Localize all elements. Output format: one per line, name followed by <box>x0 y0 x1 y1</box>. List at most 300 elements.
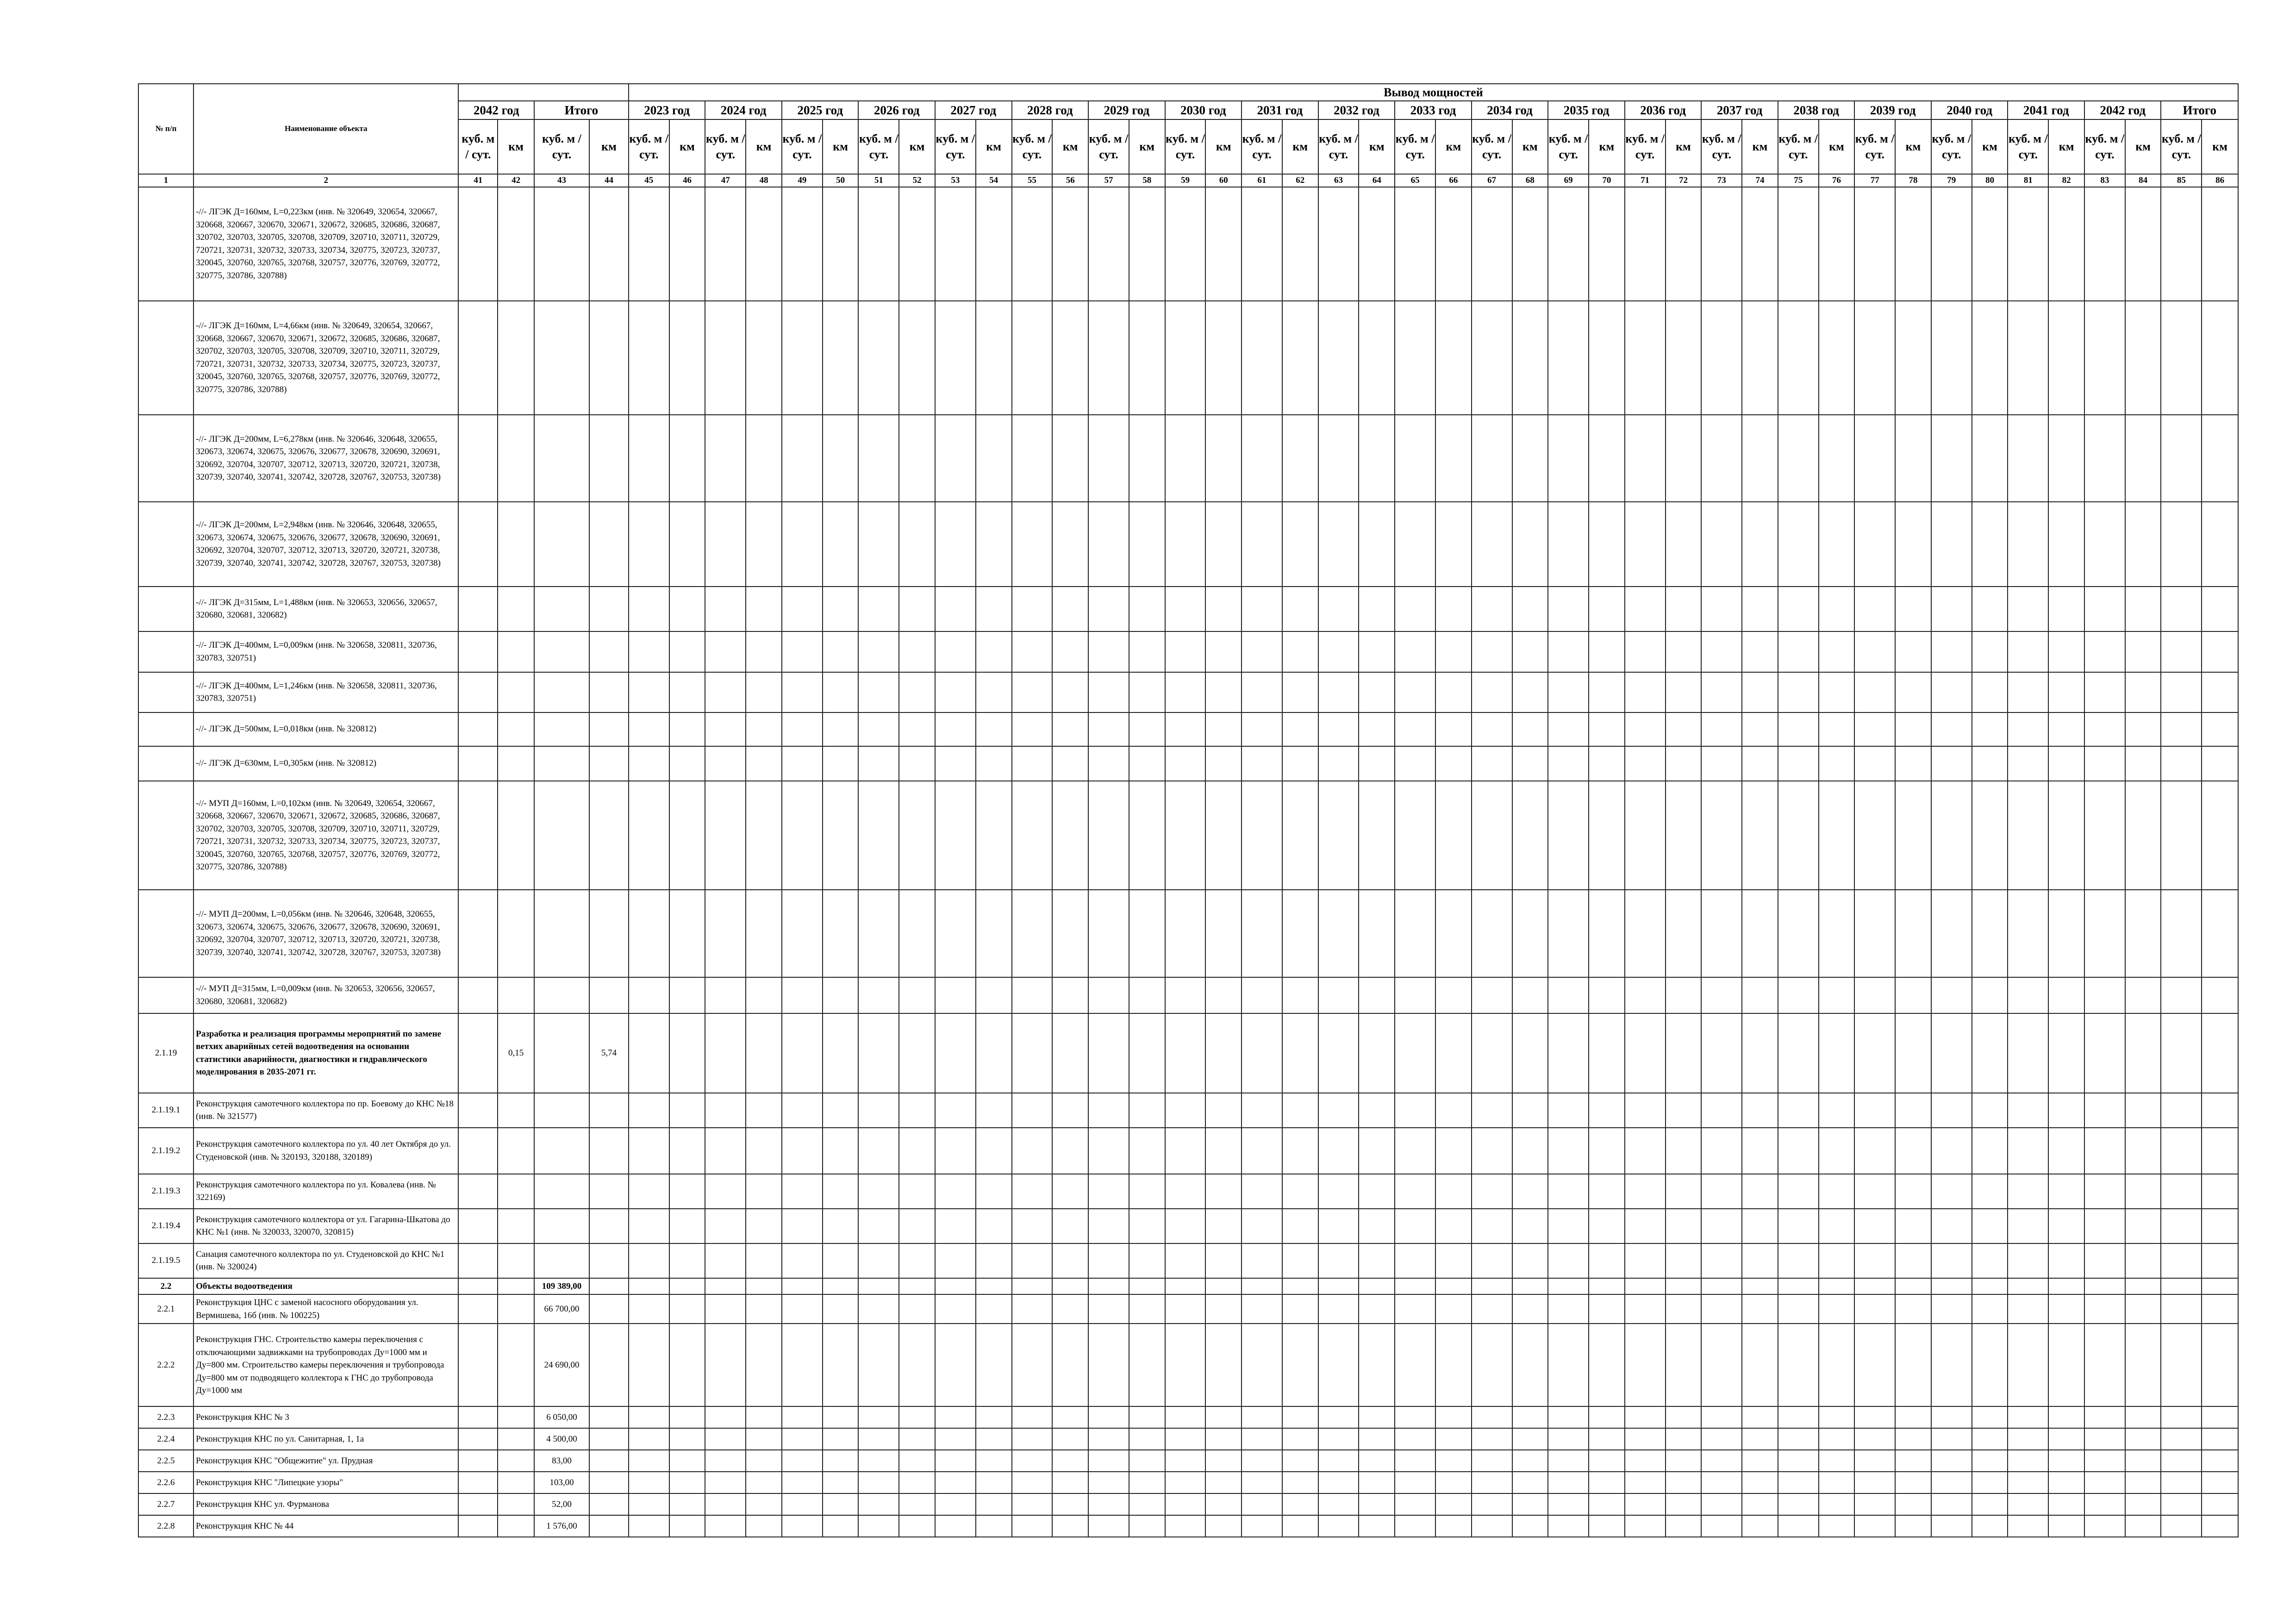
empty-cell <box>1742 1093 1778 1128</box>
empty-cell <box>1931 1243 1972 1278</box>
value-cell <box>458 1324 498 1406</box>
empty-cell <box>1435 1013 1472 1093</box>
empty-cell <box>2008 1450 2048 1472</box>
empty-cell <box>1589 977 1625 1013</box>
empty-cell <box>1701 415 1742 502</box>
empty-cell <box>1242 187 1282 301</box>
empty-cell <box>1589 1243 1625 1278</box>
unit-km-header: км <box>2048 119 2084 174</box>
empty-cell <box>935 1294 976 1324</box>
empty-cell <box>1012 712 1053 746</box>
empty-cell <box>2084 781 2125 890</box>
empty-cell <box>1052 1243 1088 1278</box>
empty-cell <box>1512 587 1548 631</box>
empty-cell <box>2202 1450 2238 1472</box>
empty-cell <box>1701 890 1742 977</box>
empty-cell <box>1282 502 1318 587</box>
empty-cell <box>782 187 823 301</box>
empty-cell <box>1472 1324 1512 1406</box>
empty-cell <box>746 631 782 672</box>
empty-cell <box>705 631 746 672</box>
empty-cell <box>669 1428 705 1450</box>
empty-cell <box>1472 587 1512 631</box>
empty-cell <box>746 712 782 746</box>
empty-cell <box>823 587 859 631</box>
value-cell <box>534 781 589 890</box>
empty-cell <box>1318 672 1359 712</box>
empty-cell <box>1472 1493 1512 1515</box>
empty-cell <box>2161 1013 2202 1093</box>
empty-cell <box>1778 672 1819 712</box>
column-number: 45 <box>629 174 669 187</box>
empty-cell <box>1318 631 1359 672</box>
empty-cell <box>2008 1515 2048 1537</box>
value-cell <box>589 977 629 1013</box>
empty-cell <box>1548 746 1589 781</box>
empty-cell <box>1205 746 1242 781</box>
empty-cell <box>1165 1324 1206 1406</box>
empty-cell <box>746 1093 782 1128</box>
empty-cell <box>1819 587 1855 631</box>
empty-cell <box>1282 1243 1318 1278</box>
empty-cell <box>2008 1428 2048 1450</box>
empty-cell <box>1052 1493 1088 1515</box>
empty-cell <box>1282 1515 1318 1537</box>
empty-cell <box>1666 1128 1702 1174</box>
empty-cell <box>669 415 705 502</box>
empty-cell <box>2161 1324 2202 1406</box>
empty-cell <box>1205 890 1242 977</box>
empty-cell <box>1895 1406 1931 1428</box>
empty-cell <box>1701 1209 1742 1243</box>
value-cell <box>534 746 589 781</box>
empty-cell <box>1472 1472 1512 1493</box>
empty-cell <box>1012 1093 1053 1128</box>
unit-m3-header: куб. м / сут. <box>1242 119 1282 174</box>
empty-cell <box>858 746 899 781</box>
empty-cell <box>1931 1013 1972 1093</box>
value-cell <box>498 502 534 587</box>
empty-cell <box>1625 1493 1666 1515</box>
empty-cell <box>1854 1515 1895 1537</box>
empty-cell <box>1472 415 1512 502</box>
empty-cell <box>1512 1128 1548 1174</box>
column-number: 71 <box>1625 174 1666 187</box>
empty-cell <box>1359 1209 1395 1243</box>
empty-cell <box>1854 1278 1895 1295</box>
empty-cell <box>1666 415 1702 502</box>
empty-cell <box>1472 712 1512 746</box>
empty-cell <box>1742 1428 1778 1450</box>
empty-cell <box>899 1406 935 1428</box>
empty-cell <box>1242 301 1282 415</box>
empty-cell <box>1512 502 1548 587</box>
empty-cell <box>2161 415 2202 502</box>
empty-cell <box>1205 1209 1242 1243</box>
empty-cell <box>1778 1493 1819 1515</box>
empty-cell <box>1819 1515 1855 1537</box>
empty-cell <box>935 1278 976 1295</box>
empty-cell <box>1895 1128 1931 1174</box>
value-cell <box>498 1515 534 1537</box>
empty-cell <box>1701 1450 1742 1472</box>
empty-cell <box>1395 746 1435 781</box>
empty-cell <box>1205 977 1242 1013</box>
empty-cell <box>705 1128 746 1174</box>
table-row <box>138 746 2238 781</box>
empty-cell <box>1205 1278 1242 1295</box>
empty-cell <box>1625 890 1666 977</box>
value-cell <box>458 1128 498 1174</box>
empty-cell <box>1819 1278 1855 1295</box>
empty-cell <box>1435 1324 1472 1406</box>
value-cell <box>458 1243 498 1278</box>
year-header: 2031 год <box>1242 101 1318 119</box>
empty-cell <box>2161 1243 2202 1278</box>
empty-cell <box>1548 890 1589 977</box>
empty-cell <box>1778 415 1819 502</box>
empty-cell <box>899 502 935 587</box>
empty-cell <box>1242 1278 1282 1295</box>
empty-cell <box>823 977 859 1013</box>
unit-m3-header: куб. м / сут. <box>534 119 589 174</box>
empty-cell <box>1395 1472 1435 1493</box>
empty-cell <box>1052 1294 1088 1324</box>
value-cell <box>458 1450 498 1472</box>
column-number: 70 <box>1589 174 1625 187</box>
empty-cell <box>1395 1406 1435 1428</box>
empty-cell <box>1359 1174 1395 1209</box>
empty-cell <box>976 1428 1012 1450</box>
empty-cell <box>2125 977 2161 1013</box>
column-number: 82 <box>2048 174 2084 187</box>
empty-cell <box>782 415 823 502</box>
row-number: 2.1.19.2 <box>138 1128 193 1174</box>
empty-cell <box>1666 781 1702 890</box>
empty-cell <box>782 1428 823 1450</box>
empty-cell <box>1088 1278 1129 1295</box>
empty-cell <box>1282 1128 1318 1174</box>
empty-cell <box>1625 1428 1666 1450</box>
year-header: 2038 год <box>1778 101 1855 119</box>
table-row <box>138 1493 2238 1515</box>
empty-cell <box>2008 1278 2048 1295</box>
empty-cell <box>1742 746 1778 781</box>
empty-cell <box>1548 977 1589 1013</box>
empty-cell <box>935 672 976 712</box>
empty-cell <box>1435 415 1472 502</box>
empty-cell <box>1972 672 2008 712</box>
empty-cell <box>1088 1128 1129 1174</box>
empty-cell <box>1435 781 1472 890</box>
object-name: -//- ЛГЭК Д=200мм, L=6,278км (инв. № 320646, 320648, 320655, 320673, 320674, 320675, 320676, 320677, 320678, 320690, 320691, 320692, 320704, 320707, 320712, 320713, 320720, 320721, 320738, 320739, 320740, 320741, 320742, 320728, 320767, 320753, 320738) <box>193 415 458 502</box>
empty-cell <box>1395 781 1435 890</box>
empty-cell <box>1548 301 1589 415</box>
table-row <box>138 890 2238 977</box>
empty-cell <box>1854 1093 1895 1128</box>
column-number: 66 <box>1435 174 1472 187</box>
empty-cell <box>1395 1515 1435 1537</box>
empty-cell <box>1282 1278 1318 1295</box>
empty-cell <box>1318 1243 1359 1278</box>
empty-cell <box>1895 1428 1931 1450</box>
empty-cell <box>1359 1324 1395 1406</box>
value-cell <box>458 1013 498 1093</box>
empty-cell <box>2202 1493 2238 1515</box>
year-header: 2042 год <box>2084 101 2161 119</box>
empty-cell <box>1359 631 1395 672</box>
empty-cell <box>1165 1128 1206 1174</box>
empty-cell <box>1165 1472 1206 1493</box>
empty-cell <box>1395 587 1435 631</box>
empty-cell <box>1854 1406 1895 1428</box>
empty-cell <box>1701 1174 1742 1209</box>
empty-cell <box>1088 631 1129 672</box>
column-number: 81 <box>2008 174 2048 187</box>
empty-cell <box>705 1428 746 1450</box>
empty-cell <box>935 1013 976 1093</box>
empty-cell <box>1318 587 1359 631</box>
empty-cell <box>2084 631 2125 672</box>
empty-cell <box>1205 631 1242 672</box>
object-name: Реконструкция самотечного коллектора по пр. Боевому до КНС №18 (инв. № 321577) <box>193 1093 458 1128</box>
empty-cell <box>1778 1093 1819 1128</box>
empty-cell <box>2048 1515 2084 1537</box>
empty-cell <box>1205 415 1242 502</box>
column-number: 83 <box>2084 174 2125 187</box>
empty-cell <box>899 1324 935 1406</box>
empty-cell <box>1931 672 1972 712</box>
empty-cell <box>2084 1515 2125 1537</box>
value-cell <box>498 1493 534 1515</box>
empty-cell <box>1435 1450 1472 1472</box>
empty-cell <box>2202 1515 2238 1537</box>
value-cell <box>498 977 534 1013</box>
empty-cell <box>705 1515 746 1537</box>
empty-cell <box>1165 1450 1206 1472</box>
empty-cell <box>2202 1324 2238 1406</box>
empty-cell <box>1512 890 1548 977</box>
empty-cell <box>746 1294 782 1324</box>
empty-cell <box>1701 631 1742 672</box>
year-header: 2024 год <box>705 101 782 119</box>
empty-cell <box>629 1093 669 1128</box>
empty-cell <box>782 1324 823 1406</box>
empty-cell <box>976 1209 1012 1243</box>
empty-cell <box>1435 187 1472 301</box>
empty-cell <box>1548 1093 1589 1128</box>
empty-cell <box>1012 1128 1053 1174</box>
empty-cell <box>2161 1294 2202 1324</box>
empty-cell <box>1242 712 1282 746</box>
empty-cell <box>1242 587 1282 631</box>
empty-cell <box>1931 1472 1972 1493</box>
empty-cell <box>1129 781 1165 890</box>
empty-cell <box>2048 187 2084 301</box>
empty-cell <box>1052 587 1088 631</box>
empty-cell <box>1819 1209 1855 1243</box>
empty-cell <box>1318 1013 1359 1093</box>
empty-cell <box>858 502 899 587</box>
empty-cell <box>1165 746 1206 781</box>
empty-cell <box>1318 781 1359 890</box>
empty-cell <box>1205 1174 1242 1209</box>
empty-cell <box>2048 1209 2084 1243</box>
empty-cell <box>2008 712 2048 746</box>
value-cell <box>458 301 498 415</box>
empty-cell <box>1778 712 1819 746</box>
empty-cell <box>1129 1515 1165 1537</box>
empty-cell <box>1666 712 1702 746</box>
row-number: 2.2 <box>138 1278 193 1295</box>
empty-cell <box>1472 672 1512 712</box>
empty-cell <box>2161 631 2202 672</box>
empty-cell <box>1205 1128 1242 1174</box>
table-row <box>138 1406 2238 1428</box>
empty-cell <box>629 781 669 890</box>
empty-cell <box>1742 1324 1778 1406</box>
empty-cell <box>1318 1450 1359 1472</box>
empty-cell <box>2008 1294 2048 1324</box>
empty-cell <box>858 672 899 712</box>
value-cell: 66 700,00 <box>534 1294 589 1324</box>
empty-cell <box>823 1209 859 1243</box>
empty-cell <box>1854 301 1895 415</box>
empty-cell <box>1931 1278 1972 1295</box>
empty-cell <box>1666 1294 1702 1324</box>
empty-cell <box>1165 587 1206 631</box>
empty-cell <box>899 1294 935 1324</box>
empty-cell <box>1205 1093 1242 1128</box>
object-name: -//- ЛГЭК Д=160мм, L=0,223км (инв. № 320649, 320654, 320667, 320668, 320667, 320670, 320671, 320672, 320685, 320686, 320687, 320702, 320703, 320705, 320708, 320709, 320710, 320711, 320729, 720721, 320731, 320732, 320733, 320734, 320775, 320723, 320737, 320045, 320760, 320765, 320768, 320757, 320776, 320769, 320772, 320775, 320786, 320788) <box>193 187 458 301</box>
empty-cell <box>1129 1450 1165 1472</box>
empty-cell <box>1165 1278 1206 1295</box>
empty-cell <box>976 712 1012 746</box>
empty-cell <box>1359 187 1395 301</box>
empty-cell <box>1165 301 1206 415</box>
empty-cell <box>1512 631 1548 672</box>
empty-cell <box>1854 1128 1895 1174</box>
value-cell <box>589 1093 629 1128</box>
empty-cell <box>1778 187 1819 301</box>
empty-cell <box>2048 587 2084 631</box>
empty-cell <box>705 415 746 502</box>
empty-cell <box>858 712 899 746</box>
empty-cell <box>1895 1243 1931 1278</box>
value-cell <box>589 672 629 712</box>
empty-cell <box>823 1174 859 1209</box>
unit-km-header: км <box>1589 119 1625 174</box>
empty-cell <box>1625 1406 1666 1428</box>
empty-cell <box>1129 1243 1165 1278</box>
empty-cell <box>629 890 669 977</box>
column-number: 49 <box>782 174 823 187</box>
column-number: 53 <box>935 174 976 187</box>
column-number: 47 <box>705 174 746 187</box>
empty-cell <box>746 781 782 890</box>
empty-cell <box>669 890 705 977</box>
empty-cell <box>1512 712 1548 746</box>
empty-cell <box>1666 1013 1702 1093</box>
column-number: 80 <box>1972 174 2008 187</box>
empty-cell <box>1972 1013 2008 1093</box>
empty-cell <box>823 631 859 672</box>
empty-cell <box>1052 1406 1088 1428</box>
empty-cell <box>2202 746 2238 781</box>
column-number: 65 <box>1395 174 1435 187</box>
empty-cell <box>1088 1428 1129 1450</box>
value-cell <box>534 977 589 1013</box>
empty-cell <box>1205 1406 1242 1428</box>
empty-cell <box>782 1013 823 1093</box>
empty-cell <box>1435 977 1472 1013</box>
empty-cell <box>746 1428 782 1450</box>
empty-cell <box>1318 1428 1359 1450</box>
empty-cell <box>1282 890 1318 977</box>
unit-m3-header: куб. м / сут. <box>1165 119 1206 174</box>
empty-cell <box>2008 415 2048 502</box>
empty-cell <box>1701 187 1742 301</box>
empty-cell <box>1512 1493 1548 1515</box>
empty-cell <box>1052 1472 1088 1493</box>
empty-cell <box>1819 1450 1855 1472</box>
empty-cell <box>2048 1450 2084 1472</box>
value-cell: 24 690,00 <box>534 1324 589 1406</box>
row-number: 2.2.2 <box>138 1324 193 1406</box>
unit-m3-header: куб. м / сут. <box>782 119 823 174</box>
empty-cell <box>1472 1406 1512 1428</box>
column-number: 54 <box>976 174 1012 187</box>
value-cell <box>589 187 629 301</box>
col-name-header: Наименование объекта <box>193 84 458 174</box>
empty-cell <box>1931 1174 1972 1209</box>
empty-cell <box>1819 187 1855 301</box>
empty-cell <box>1548 1493 1589 1515</box>
empty-cell <box>858 781 899 890</box>
empty-cell <box>746 1493 782 1515</box>
empty-cell <box>1318 890 1359 977</box>
empty-cell <box>1778 1209 1819 1243</box>
empty-cell <box>1778 1278 1819 1295</box>
empty-cell <box>1778 1515 1819 1537</box>
empty-cell <box>1318 1128 1359 1174</box>
empty-cell <box>1435 1428 1472 1450</box>
empty-cell <box>1895 1013 1931 1093</box>
empty-cell <box>1742 1209 1778 1243</box>
unit-km-header: км <box>1205 119 1242 174</box>
empty-cell <box>1931 1093 1972 1128</box>
empty-cell <box>1589 1128 1625 1174</box>
empty-cell <box>1242 502 1282 587</box>
empty-cell <box>1318 1209 1359 1243</box>
empty-cell <box>2125 1278 2161 1295</box>
empty-cell <box>1242 1472 1282 1493</box>
empty-cell <box>1548 502 1589 587</box>
value-cell: 5,74 <box>589 1013 629 1093</box>
empty-cell <box>1472 1428 1512 1450</box>
empty-cell <box>1012 1493 1053 1515</box>
value-cell <box>498 415 534 502</box>
row-number <box>138 977 193 1013</box>
empty-cell <box>1972 1406 2008 1428</box>
value-cell <box>498 1243 534 1278</box>
empty-cell <box>629 1450 669 1472</box>
empty-cell <box>823 1128 859 1174</box>
value-cell: 83,00 <box>534 1450 589 1472</box>
year-header: 2032 год <box>1318 101 1395 119</box>
empty-cell <box>1589 587 1625 631</box>
empty-cell <box>1742 301 1778 415</box>
